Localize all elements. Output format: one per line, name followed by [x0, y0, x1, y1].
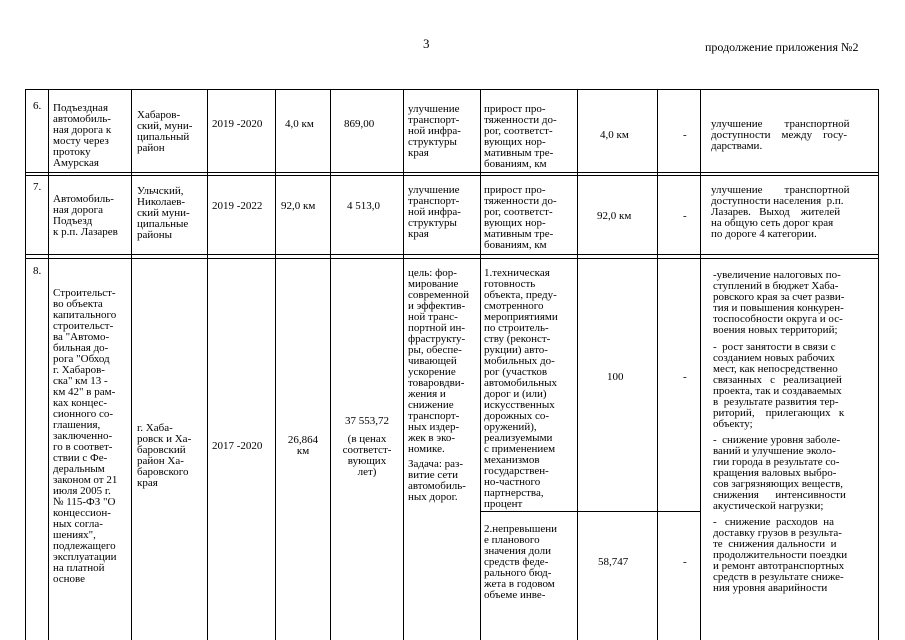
goal: улучшение транспорт- ной инфра- структуры края [408, 184, 461, 240]
road-name: Строительст- во объекта капитального строительст- ва "Автомо- бильная до- рога "Обход г. Хабаров- ска" км 13 - км 42" в рам- ках концес- сионного со- глашения, заключенно- го в соответ- ствии с Фе- деральным законом от 21 июля 2005 г. № 115-ФЗ "О концессион- ных согла- шениях", подлежащего эксплуатации на платной основе [53, 287, 118, 585]
dash-value: - [683, 210, 687, 222]
district: Хабаров- ский, муни- ципальный район [137, 109, 193, 154]
dash-value: - [683, 129, 687, 141]
indicator-value: 100 [607, 371, 624, 383]
row-number: 8. [33, 265, 42, 277]
effect: -увеличение налоговых по- ступлений в бюджет Хаба- ровского края за счет разви- тия и повышения конкурен- тоспособности округа и ос- воения новых территорий; [713, 269, 845, 336]
period: 2019 -2020 [212, 118, 263, 130]
effect: - рост занятости в связи с созданием новых рабочих мест, как непосредственно связанных с реализацией проекта, так и создаваемых в результате развития тер- риторий, прилегающих к объекту; [713, 341, 845, 430]
indicator: прирост про- тяженности до- рог, соответст- вующих нор- мативным тре- бованиям, км [484, 184, 557, 251]
goal: улучшение транспорт- ной инфра- структуры края [408, 103, 461, 159]
district: Ульчский, Николаев- ский муни- ципальные районы [137, 185, 190, 241]
indicator-value: 92,0 км [597, 210, 632, 222]
length: 4,0 км [285, 118, 314, 130]
effect: - снижение уровня заболе- ваний и улучшение эколо- гии города в результате со- кращения валовых выбро- сов загрязняющих веществ, снижения интенсивности акустической нагрузки; [713, 434, 846, 512]
page-number: 3 [423, 36, 430, 51]
length: 92,0 км [281, 200, 316, 212]
indicator: 2.непревышени е планового значения доли средств феде- рального бюд- жета в годовом объеме инве- [484, 523, 557, 601]
row-number: 7. [33, 181, 42, 193]
effect: - снижение расходов на доставку грузов в результа- те снижения дальности и продолжительности поездки и ремонт автотранспортных средств в результате сниже- ния уровня аварийности [713, 516, 848, 594]
cost-note: (в ценах соответст- вующих лет) [342, 433, 392, 478]
cost: 37 553,72 [345, 415, 389, 427]
effect: улучшение транспортной доступности между госу- дарствами. [711, 118, 850, 152]
dash-value: - [683, 556, 687, 568]
indicator: прирост про- тяженности до- рог, соответст- вующих нор- мативным тре- бованиям, км [484, 103, 557, 170]
indicator-value: 58,747 [598, 556, 629, 568]
cost: 869,00 [344, 118, 375, 130]
goal: цель: фор- мирование современной и эффектив- ной транс- портной ин- фраструкту- ры, обеспе- чивающей ускорение товаровдви- жения и снижение транспорт- ных издер- жек в эко- номике. [408, 267, 469, 455]
district: г. Хаба- ровск и Ха- баровский район Ха- баровского края [137, 422, 192, 489]
indicator: 1.техническая готовность объекта, преду- смотренного мероприятиями по строитель- ству (реконст- рукции) авто- мобильных до- рог (участков автомобильных дорог и (или) искусственных дорожных со- оружений), реализуемыми с применением механизмов государствен- но-частного партнерства, процент [484, 267, 558, 510]
effect: улучшение транспортной доступности населения р.п. Лазарев. Выход жителей на общую сеть дорог края по дороге 4 категории. [711, 184, 850, 240]
dash-value: - [683, 371, 687, 383]
continuation-label: продолжение приложения №2 [705, 40, 859, 54]
length: 26,864 км [287, 434, 319, 457]
cost: 4 513,0 [347, 200, 380, 212]
road-name: Автомобиль- ная дорога Подъезд к р.п. Лазарев [53, 193, 118, 238]
road-name: Подъездная автомобиль- ная дорога к мосту через протоку Амурская [53, 102, 112, 169]
period: 2017 -2020 [212, 440, 263, 452]
row-number: 6. [33, 100, 42, 112]
indicator-value: 4,0 км [600, 129, 629, 141]
period: 2019 -2022 [212, 200, 263, 212]
task: Задача: раз- витие сети автомобиль- ных дорог. [408, 458, 466, 503]
